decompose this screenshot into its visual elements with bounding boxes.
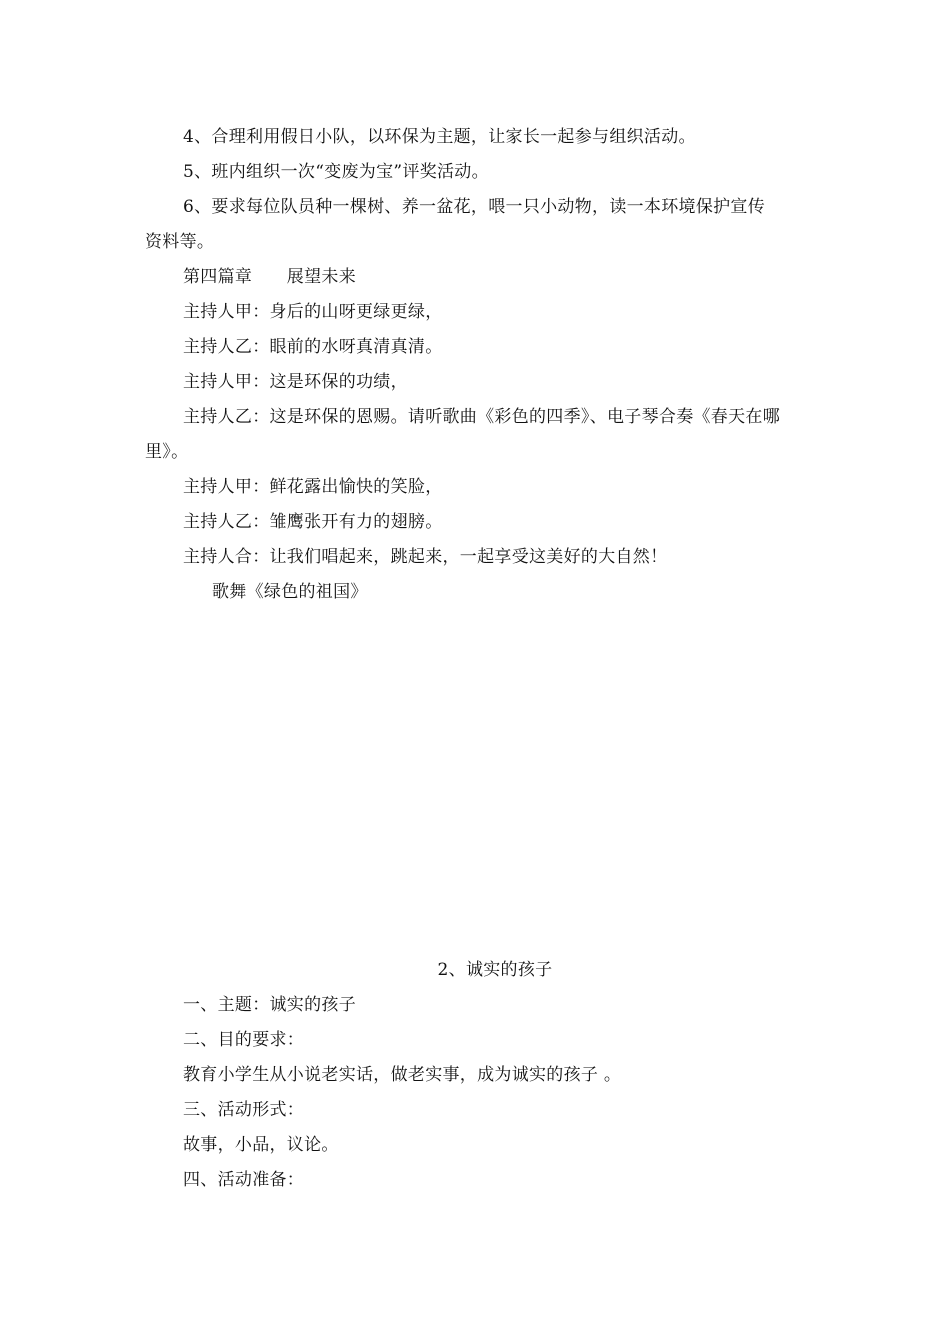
outline-item: 四、活动准备： [183, 1170, 305, 1190]
dialogue-line: 主持人乙：这是环保的恩赐。请听歌曲《彩色的四季》、电子琴合奏《春天在哪 [183, 407, 780, 427]
dialogue-line: 主持人乙：雏鹰张开有力的翅膀。 [183, 512, 443, 532]
outline-item: 一、主题：诚实的孩子 [183, 995, 356, 1015]
section-title [0, 959, 950, 981]
program-item: 歌舞《绿色的祖国》 [212, 582, 368, 602]
paragraph-line: 6、要求每位队员种一棵树、养一盆花，喂一只小动物，读一本环境保护宣传 [183, 197, 766, 217]
dialogue-line: 里》。 [145, 442, 189, 462]
paragraph-line: 5、班内组织一次“变废为宝”评奖活动。 [183, 162, 489, 182]
dialogue-line: 主持人合：让我们唱起来，跳起来，一起享受这美好的大自然！ [183, 547, 668, 567]
chapter-heading: 第四篇章 展望未来 [183, 267, 356, 287]
paragraph-line: 资料等。 [145, 232, 215, 252]
section-title-text: 2、诚实的孩子 [437, 960, 553, 980]
dialogue-line: 主持人甲：身后的山呀更绿更绿， [183, 302, 443, 322]
dialogue-line: 主持人甲：这是环保的功绩， [183, 372, 408, 392]
outline-item: 二、目的要求： [183, 1030, 305, 1050]
outline-text: 故事，小品，议论。 [183, 1135, 339, 1155]
outline-item: 三、活动形式： [183, 1100, 305, 1120]
dialogue-line: 主持人甲：鲜花露出愉快的笑脸， [183, 477, 443, 497]
outline-text: 教育小学生从小说老实话，做老实事，成为诚实的孩子 。 [183, 1065, 622, 1085]
dialogue-line: 主持人乙：眼前的水呀真清真清。 [183, 337, 443, 357]
paragraph-line: 4、合理利用假日小队，以环保为主题，让家长一起参与组织活动。 [183, 127, 696, 147]
